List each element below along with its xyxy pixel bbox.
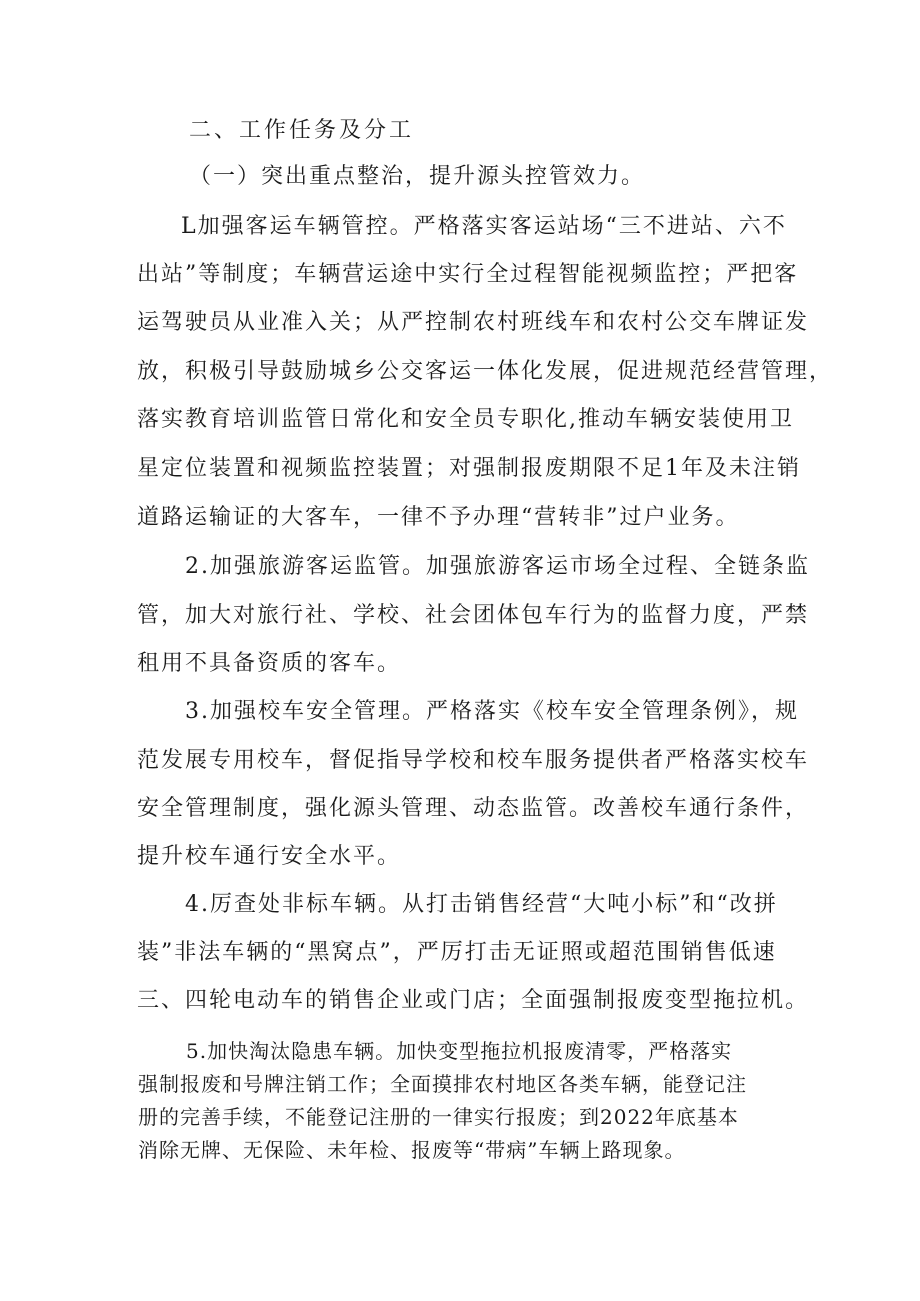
paragraph-line: 租用不具备资质的客车。 — [137, 651, 402, 676]
paragraph-line: 管，加大对旅行社、学校、社会团体包车行为的监督力度，严禁 — [137, 603, 810, 628]
paragraph-line: 2.加强旅游客运监管。加强旅游客运市场全过程、全链条监 — [185, 554, 810, 579]
paragraph-line: 出站”等制度；车辆营运途中实行全过程智能视频监控；严把客 — [137, 262, 799, 287]
paragraph-line: 安全管理制度，强化源头管理、动态监管。改善校车通行条件， — [137, 796, 810, 821]
section-heading: 二、工作任务及分工 — [189, 118, 415, 143]
paragraph-line: 5.加快淘汰隐患车辆。加快变型拖拉机报废清零，严格落实 — [186, 1039, 733, 1063]
paragraph-line: 装”非法车辆的“黑窝点”，严厉打击无证照或超范围销售低速 — [137, 940, 777, 965]
paragraph-line: 范发展专用校车，督促指导学校和校车服务提供者严格落实校车 — [137, 748, 810, 773]
paragraph-line: 道路运输证的大客车，一律不予办理“营转非”过户业务。 — [137, 505, 740, 530]
subsection-heading: （一）突出重点整治，提升源头控管效力。 — [189, 164, 646, 189]
paragraph-line: 放，积极引导鼓励城乡公交客运一体化发展，促进规范经营管理， — [137, 359, 834, 384]
paragraph-line: L加强客运车辆管控。严格落实客运站场“三不进站、六不 — [181, 214, 787, 239]
paragraph-line: 星定位装置和视频监控装置；对强制报废期限不足1年及未注销 — [137, 456, 801, 481]
paragraph-line: 强制报废和号牌注销工作；全面摸排农村地区各类车辆，能登记注 — [138, 1072, 747, 1096]
paragraph-line: 运驾驶员从业准入关；从严控制农村班线车和农村公交车牌证发 — [137, 310, 810, 335]
paragraph-line: 落实教育培训监管日常化和安全员专职化,推动车辆安装使用卫 — [137, 407, 794, 432]
paragraph-line: 提升校车通行安全水平。 — [137, 844, 402, 869]
paragraph-line: 册的完善手续，不能登记注册的一律实行报废；到2022年底基本 — [138, 1105, 739, 1129]
paragraph-line: 三、四轮电动车的销售企业或门店；全面强制报废变型拖拉机。 — [137, 988, 810, 1013]
paragraph-line: 4.厉查处非标车辆。从打击销售经营“大吨小标”和“改拼 — [185, 892, 778, 917]
paragraph-line: 3.加强校车安全管理。严格落实《校车安全管理条例》，规 — [185, 699, 799, 724]
paragraph-line: 消除无牌、无保险、未年检、报废等“带病”车辆上路现象。 — [138, 1138, 686, 1162]
